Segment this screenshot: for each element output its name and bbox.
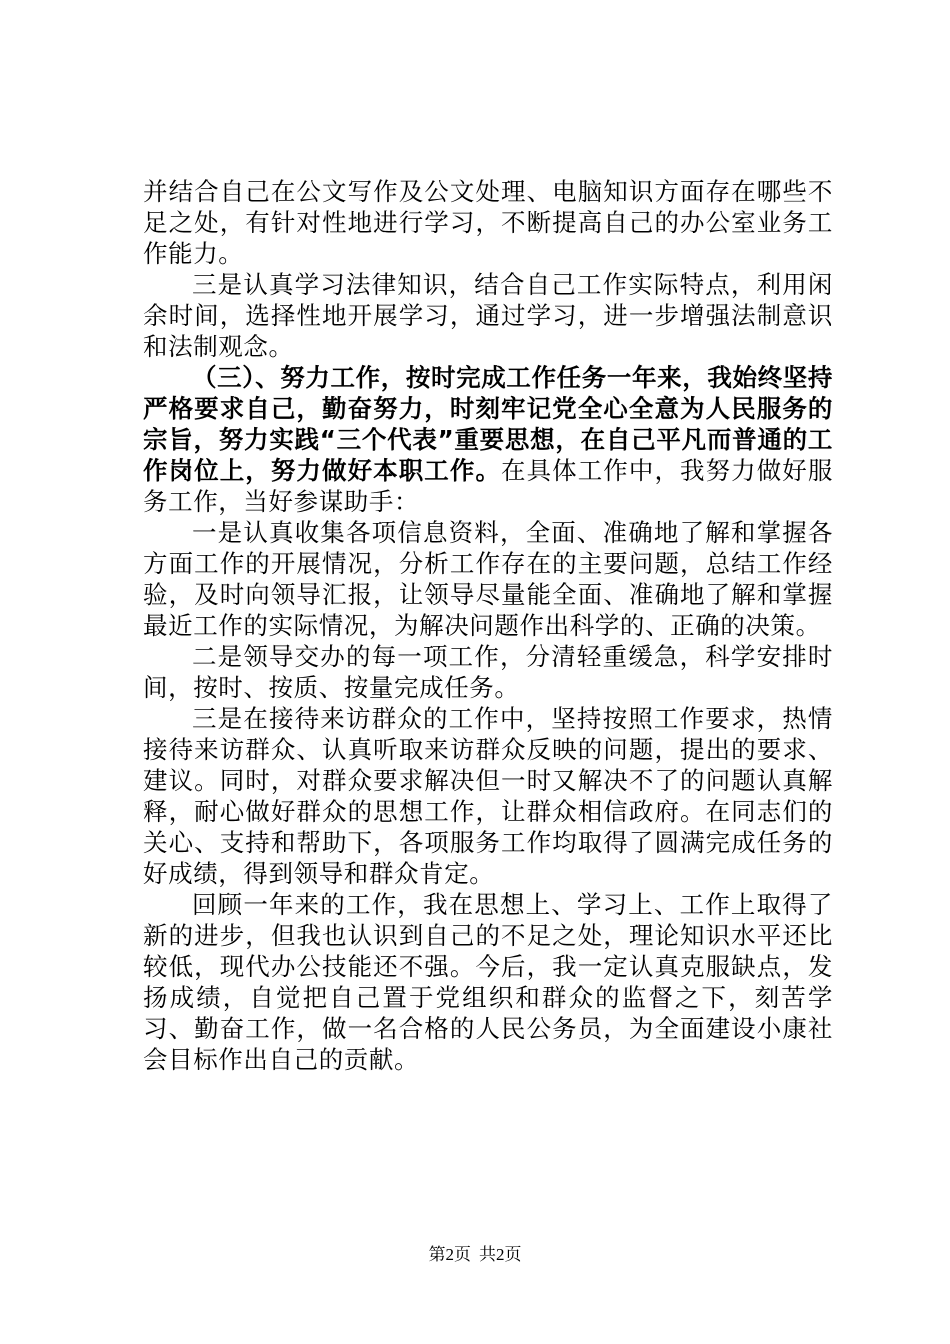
section-heading-text: （三）、努力工作，按时完成工作任务一年来，我始终坚持严格要求自己，勤奋努力，时刻牢记党全心全意为人民服务的宗旨，努力实践“三个代表”重要思想，在自己平凡而普通的工作岗位上，努力做好本职工作。 xyxy=(143,363,833,485)
page-total: 共2页 xyxy=(479,1245,522,1264)
document-body xyxy=(143,176,833,1075)
paragraph-text: 一是认真收集各项信息资料，全面、准确地了解和掌握各方面工作的开展情况，分析工作存在的主要问题，总结工作经验，及时向领导汇报，让领导尽量能全面、准确地了解和掌握最近工作的实际情况，为解决问题作出科学的、正确的决策。 xyxy=(143,518,833,640)
page-number: 第2页 xyxy=(428,1245,471,1264)
paragraph-text: 并结合自己在公文写作及公文处理、电脑知识方面存在哪些不足之处，有针对性地进行学习，不断提高自己的办公室业务工作能力。 xyxy=(143,177,833,268)
paragraph-continuation xyxy=(143,176,833,269)
paragraph-section-three xyxy=(143,362,833,517)
paragraph-text: 三是在接待来访群众的工作中，坚持按照工作要求，热情接待来访群众、认真听取来访群众反映的问题，提出的要求、建议。同时，对群众要求解决但一时又解决不了的问题认真解释，耐心做好群众的思想工作，让群众相信政府。在同志们的关心、支持和帮助下，各项服务工作均取得了圆满完成任务的好成绩，得到领导和群众肯定。 xyxy=(143,704,833,888)
paragraph-item-two xyxy=(143,641,833,703)
paragraph-item-three xyxy=(143,703,833,889)
paragraph-text: 三是认真学习法律知识，结合自己工作实际特点，利用闲余时间，选择性地开展学习，通过学习，进一步增强法制意识和法制观念。 xyxy=(143,270,833,361)
paragraph-text: 回顾一年来的工作，我在思想上、学习上、工作上取得了新的进步，但我也认识到自己的不足之处，理论知识水平还比较低，现代办公技能还不强。今后，我一定认真克服缺点，发扬成绩，自觉把自己置于党组织和群众的监督之下，刻苦学习、勤奋工作，做一名合格的人民公务员，为全面建设小康社会目标作出自己的贡献。 xyxy=(143,890,833,1074)
paragraph-text: 二是领导交办的每一项工作，分清轻重缓急，科学安排时间，按时、按质、按量完成任务。 xyxy=(143,642,833,702)
paragraph-item-one xyxy=(143,517,833,641)
paragraph-review xyxy=(143,889,833,1075)
page-footer xyxy=(0,1244,950,1266)
paragraph-text: 在具体工作中，我努力做好服务工作，当好参谋助手： xyxy=(143,456,833,516)
paragraph-law-study xyxy=(143,269,833,362)
